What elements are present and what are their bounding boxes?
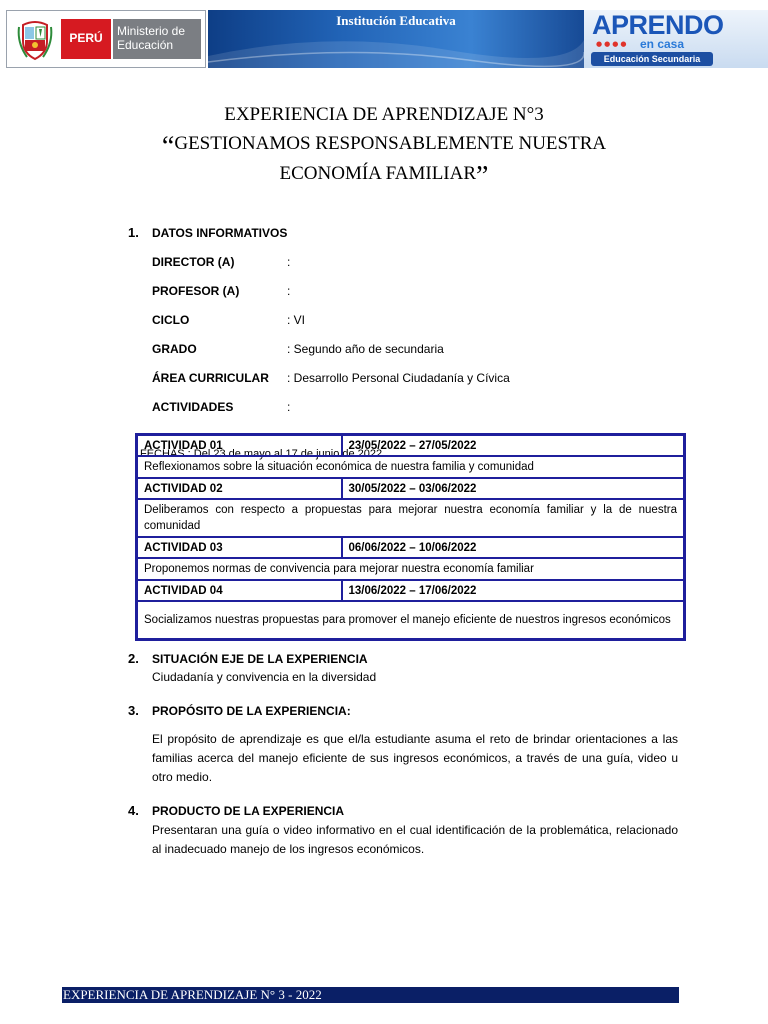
section-3-number: 3.: [128, 703, 139, 718]
section-3-title: PROPÓSITO DE LA EXPERIENCIA:: [152, 704, 351, 718]
ministry-badge: [113, 19, 201, 59]
aprendo-wordmark: APRENDO: [592, 10, 724, 40]
ciclo-value: : VI: [287, 313, 306, 327]
ciclo-label: CICLO: [152, 313, 190, 327]
table-row: [137, 580, 685, 601]
section-4-number: 4.: [128, 803, 139, 818]
grado-label: GRADO: [152, 342, 197, 356]
en-casa-wordmark: en casa: [640, 37, 685, 51]
section-3-text: El propósito de aprendizaje es que el/la estudiante asuma el reto de brindar orientaciones a las familias acerca del manejo eficiente de sus ingresos económicos, a través de una guía, video u otro medio.: [152, 732, 678, 784]
hidden-fechas-row: FECHAS : Del 23 de mayo al 17 de junio de 2022: [140, 448, 383, 460]
activity-name: ACTIVIDAD 02: [137, 478, 342, 499]
profesor-value: :: [287, 284, 291, 298]
table-row: [137, 499, 685, 537]
table-row: [137, 601, 685, 640]
footer-text: EXPERIENCIA DE APRENDIZAJE N° 3 - 2022: [63, 987, 322, 1002]
title-text-line-3: ECONOMÍA FAMILIAR: [279, 163, 477, 184]
dots-decoration: ●●●●: [596, 40, 629, 48]
title-text-line-2: GESTIONAMOS RESPONSABLEMENTE NUESTRA: [174, 133, 607, 154]
table-row: [137, 478, 685, 499]
activity-description: Deliberamos con respecto a propuestas para mejorar nuestra economía familiar y la de nuestra comunidad: [137, 499, 685, 537]
ministry-logo: [6, 10, 206, 68]
activity-description: Reflexionamos sobre la situación económica de nuestra familia y comunidad: [137, 456, 685, 478]
experience-title-line-2: [0, 161, 768, 192]
actividades-value: :: [287, 400, 291, 414]
director-value: :: [287, 255, 291, 269]
section-2-title: SITUACIÓN EJE DE LA EXPERIENCIA: [152, 652, 368, 666]
page-header: [0, 0, 768, 100]
activity-description: Socializamos nuestras propuestas para promover el manejo eficiente de nuestros ingresos económicos: [137, 601, 685, 640]
activity-name: ACTIVIDAD 04: [137, 580, 342, 601]
profesor-label: PROFESOR (A): [152, 284, 240, 298]
section-1-title: DATOS INFORMATIVOS: [152, 226, 288, 240]
experience-number-title: EXPERIENCIA DE APRENDIZAJE N°3: [224, 104, 544, 125]
section-4-text: Presentaran una guía o video informativo en el cual identificación de la problemática, relacionado al inadecuado manejo de los ingresos económicos.: [152, 823, 678, 856]
activity-name: ACTIVIDAD 03: [137, 537, 342, 558]
aprendo-en-casa-logo: [584, 10, 768, 68]
activity-dates: 30/05/2022 – 03/06/2022: [342, 478, 685, 499]
activity-dates: 13/06/2022 – 17/06/2022: [342, 580, 685, 601]
activity-description: Proponemos normas de convivencia para mejorar nuestra economía familiar: [137, 558, 685, 580]
experience-title-line-1: [0, 131, 768, 162]
section-2-number: 2.: [128, 651, 139, 666]
coat-of-arms-icon: [17, 17, 53, 61]
page-footer: [62, 987, 679, 1003]
area-curricular-value: : Desarrollo Personal Ciudadanía y Cívica: [287, 371, 510, 385]
country-label: PERÚ: [69, 31, 103, 45]
institution-title: Institución Educativa: [336, 13, 456, 28]
peru-badge: [61, 19, 111, 59]
table-row: [137, 537, 685, 558]
institution-banner: [208, 10, 584, 68]
area-curricular-label: ÁREA CURRICULAR: [152, 371, 269, 385]
activity-name: ACTIVIDAD 01: [137, 435, 342, 457]
activity-dates: 23/05/2022 – 27/05/2022: [342, 435, 685, 457]
table-row: [137, 558, 685, 580]
section-4-title: PRODUCTO DE LA EXPERIENCIA: [152, 804, 345, 818]
activities-table: [135, 433, 686, 641]
close-quote: ”: [476, 161, 489, 192]
activity-dates: 06/06/2022 – 10/06/2022: [342, 537, 685, 558]
open-quote: “: [161, 131, 175, 162]
ministry-label: Ministerio de Educación: [117, 24, 186, 52]
table-row: [137, 435, 685, 457]
actividades-label: ACTIVIDADES: [152, 400, 234, 414]
section-1-number: 1.: [128, 225, 139, 240]
level-badge: Educación Secundaria: [591, 52, 713, 66]
table-row: [137, 456, 685, 478]
director-label: DIRECTOR (A): [152, 255, 235, 269]
section-2-text: Ciudadanía y convivencia en la diversidad: [152, 670, 377, 684]
grado-value: : Segundo año de secundaria: [287, 342, 444, 356]
